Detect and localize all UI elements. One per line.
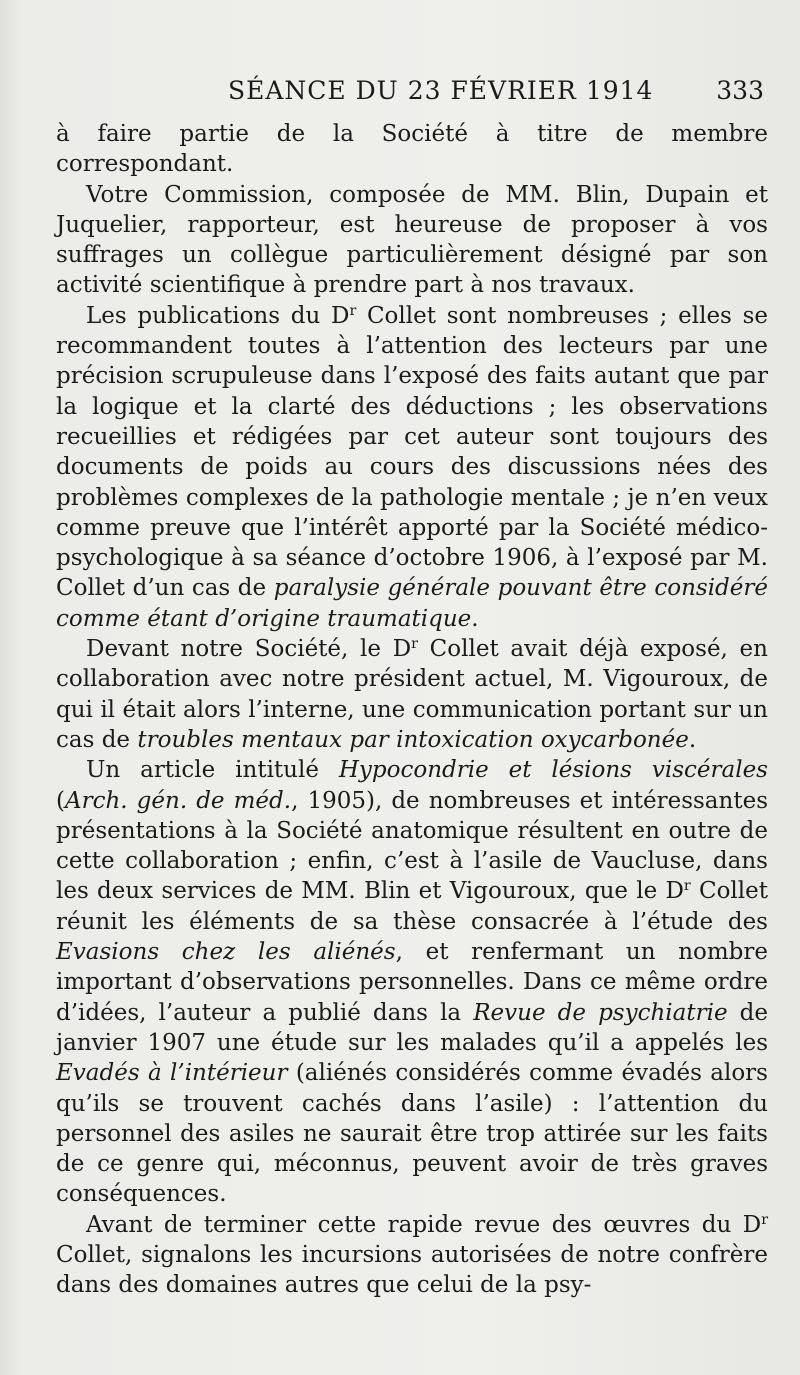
paragraph-continuation: à faire partie de la Société à titre de membre correspondant. [56,121,768,178]
body-text [56,119,768,1301]
italic-title: troubles mentaux par intoxication oxycarbonée [137,726,689,753]
italic-title: Evadés à l’intérieur [56,1060,288,1087]
paragraph-communication: Devant notre Société, le $D^r$ Collet avait déjà exposé, en collaboration avec notre président actuel, M. Vigouroux, de qui il était alors l’interne, une communication portant sur un cas de troubles mentaux par intoxication oxycarbonée. [56,636,768,753]
italic-title: Evasions chez les aliénés [56,939,396,966]
italic-title: paralysie générale pouvant être considéré comme étant d’origine traumatique [56,575,768,632]
paragraph-publications: Les publications du $D^r$ Collet sont nombreuses ; elles se recommandent toutes à l’attention des lecteurs par une précision scrupuleuse dans l’exposé des faits autant que par la logique et la clarté des déductions ; les observations recueillies et rédigées par cet auteur sont toujours des documents de poids au cours des discussions nées des problèmes complexes de la pathologie mentale ; je n’en veux comme preuve que l’intérêt apporté par la Société médico-psychologique à sa séance d’octobre 1906, à l’exposé par M. Collet d’un cas de paralysie générale pouvant être considéré comme étant d’origine traumatique. [56,302,768,632]
page-number: 333 [716,76,764,105]
page-header [0,76,800,110]
italic-citation: Arch. gén. de méd. [64,787,292,814]
italic-title: Hypocondrie et lésions viscérales [338,757,768,784]
paragraph-conclusion: Avant de terminer cette rapide revue des œuvres du $D^r$ Collet, signalons les incursions autorisées de notre confrère dans des domaines autres que celui de la psy- [56,1211,768,1299]
paragraph-commission: Votre Commission, composée de MM. Blin, Dupain et Juquelier, rapporteur, est heureuse de proposer à vos suffrages un collègue particulièrement désigné par son activité scientifique à prendre part à nos travaux. [56,181,768,299]
paragraph-article: Un article intitulé Hypocondrie et lésions viscérales (Arch. gén. de méd., 1905), de nombreuses et intéressantes présentations à la Société anatomique résultent en outre de cette collaboration ; enfin, c’est à l’asile de Vaucluse, dans les deux services de MM. Blin et Vigouroux, que le $D^r$ Collet réunit les éléments de sa thèse consacrée à l’étude des Evasions chez les aliénés, et renfermant un nombre important d’observations personnelles. Dans ce même ordre d’idées, l’auteur a publié dans la Revue de psychiatrie de janvier 1907 une étude sur les malades qu’il a appelés les Evadés à l’intérieur (aliénés considérés comme évadés alors qu’ils se trouvent cachés dans l’asile) : l’attention du personnel des asiles ne saurait être trop attirée sur les faits de ce genre qui, méconnus, peuvent avoir de très graves conséquences. [56,757,768,1208]
running-title: SÉANCE DU 23 FÉVRIER 1914 [228,76,654,105]
italic-journal: Revue de psychiatrie [473,999,728,1026]
